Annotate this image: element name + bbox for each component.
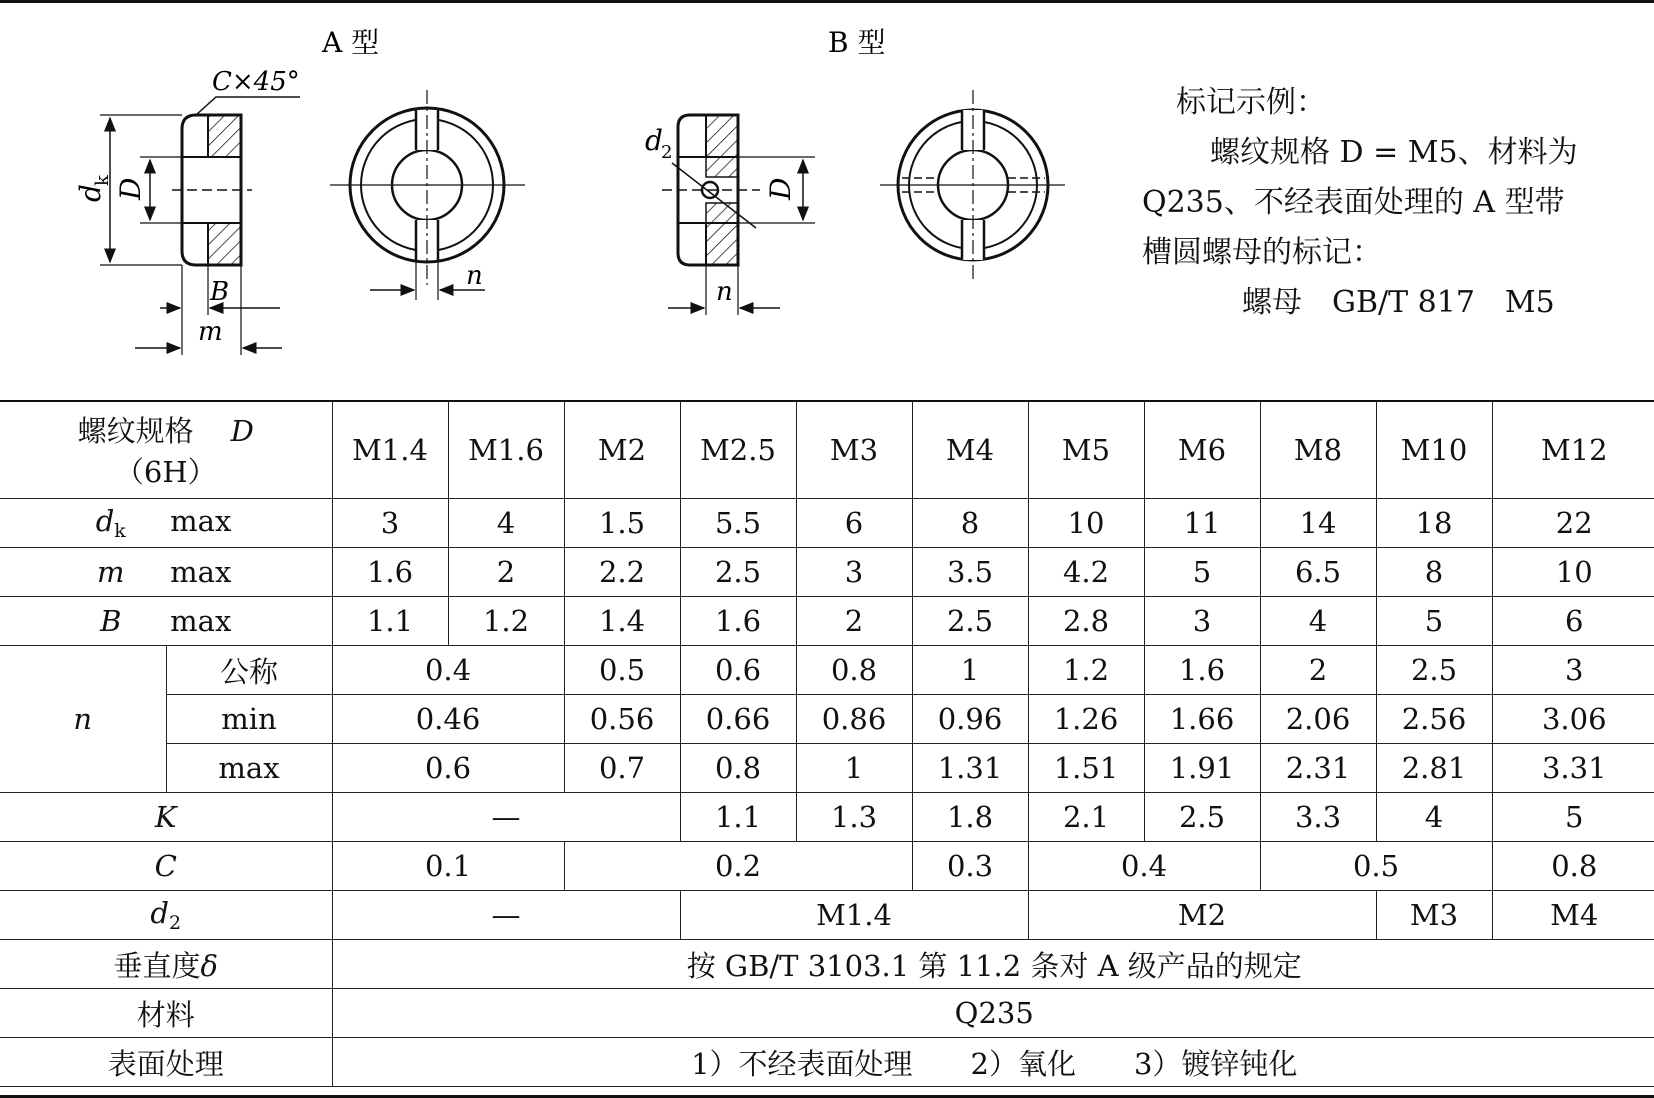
value-cell: 0.86 (796, 695, 912, 744)
value-cell: M4 (1492, 891, 1654, 940)
value-cell: Q235 (332, 989, 1654, 1038)
row-label-perpendicularity: 垂直度δ (0, 940, 332, 989)
table-row-d2 (0, 891, 1654, 940)
table-row-m (0, 548, 1654, 597)
value-cell: 1.5 (564, 499, 680, 548)
value-cell: 1.6 (332, 548, 448, 597)
value-cell: 18 (1376, 499, 1492, 548)
value-cell: 1.6 (680, 597, 796, 646)
row-label-surface: 表面处理 (0, 1038, 332, 1087)
table-row-surface (0, 1038, 1654, 1087)
row-label-n: n (0, 646, 166, 793)
type-b-side-view (662, 115, 815, 315)
value-cell: 2.5 (1376, 646, 1492, 695)
value-cell: 4 (1260, 597, 1376, 646)
value-cell: 0.56 (564, 695, 680, 744)
value-cell: 1.1 (332, 597, 448, 646)
value-cell: M3 (1376, 891, 1492, 940)
svg-text:2: 2 (661, 142, 673, 163)
value-cell: 1.31 (912, 744, 1028, 793)
marking-line-1: 螺纹规格 D = M5、材料为 (1210, 135, 1578, 170)
value-cell: 3.06 (1492, 695, 1654, 744)
dim-D-label-b (764, 178, 797, 201)
row-label-K: K (0, 793, 332, 842)
size-cell: M1.6 (448, 401, 564, 499)
type-a-top-view (330, 90, 525, 300)
value-cell: 2.5 (680, 548, 796, 597)
dim-B-label: B (210, 277, 230, 307)
value-cell: 1.8 (912, 793, 1028, 842)
value-cell: 0.6 (332, 744, 564, 793)
value-cell: 3 (1492, 646, 1654, 695)
value-cell: 0.4 (332, 646, 564, 695)
size-cell: M6 (1144, 401, 1260, 499)
value-cell: 0.5 (1260, 842, 1492, 891)
value-cell: 2.06 (1260, 695, 1376, 744)
svg-text:k: k (92, 175, 113, 186)
row-label-m: m max (0, 548, 332, 597)
value-cell: 8 (1376, 548, 1492, 597)
value-cell: 5 (1492, 793, 1654, 842)
size-cell: M8 (1260, 401, 1376, 499)
value-cell: 0.46 (332, 695, 564, 744)
value-cell: M1.4 (680, 891, 1028, 940)
svg-text:d: d (74, 184, 107, 202)
marking-line-2: Q235、不经表面处理的 A 型带 (1142, 185, 1565, 220)
value-cell: 6.5 (1260, 548, 1376, 597)
dim-n-label-b: n (716, 277, 733, 307)
value-cell: 0.66 (680, 695, 796, 744)
value-cell: 0.4 (1028, 842, 1260, 891)
value-cell: 0.8 (1492, 842, 1654, 891)
svg-text:d: d (645, 124, 663, 157)
value-cell: 2.2 (564, 548, 680, 597)
svg-text:D: D (764, 177, 797, 200)
value-cell: — (332, 891, 680, 940)
table-row-material (0, 989, 1654, 1038)
value-cell: 8 (912, 499, 1028, 548)
table-row-size (0, 401, 1654, 499)
size-cell: M2.5 (680, 401, 796, 499)
table-row-perpendicularity (0, 940, 1654, 989)
value-cell: 2 (1260, 646, 1376, 695)
value-cell: 1.3 (796, 793, 912, 842)
size-cell: M2 (564, 401, 680, 499)
value-cell: 4.2 (1028, 548, 1144, 597)
type-a-label: A 型 (322, 26, 380, 59)
value-cell: 5 (1144, 548, 1260, 597)
type-b-label: B 型 (828, 26, 886, 59)
value-cell: — (332, 793, 680, 842)
value-cell: 1.2 (1028, 646, 1144, 695)
value-cell: 3 (1144, 597, 1260, 646)
size-cell: M3 (796, 401, 912, 499)
marking-line-3: 槽圆螺母的标记： (1142, 235, 1382, 270)
value-cell: 6 (1492, 597, 1654, 646)
table-row-dk (0, 499, 1654, 548)
svg-text:D: D (114, 177, 147, 200)
value-cell: 0.6 (680, 646, 796, 695)
size-cell: M1.4 (332, 401, 448, 499)
value-cell: 3 (332, 499, 448, 548)
value-cell: 2 (448, 548, 564, 597)
marking-designation: 螺母 GB/T 817 M5 (1242, 285, 1555, 320)
size-cell: M10 (1376, 401, 1492, 499)
value-cell: 22 (1492, 499, 1654, 548)
value-cell: 1.26 (1028, 695, 1144, 744)
table-row-B (0, 597, 1654, 646)
row-label-d2: $d_2$ (0, 891, 332, 940)
dim-d2-label (645, 124, 672, 163)
value-cell: 0.8 (796, 646, 912, 695)
table-row-n-nominal (0, 646, 1654, 695)
value-cell: 2.5 (1144, 793, 1260, 842)
value-cell: 1.1 (680, 793, 796, 842)
value-cell: 5.5 (680, 499, 796, 548)
value-cell: 2.8 (1028, 597, 1144, 646)
value-cell: 2.56 (1376, 695, 1492, 744)
value-cell: 0.8 (680, 744, 796, 793)
value-cell: 6 (796, 499, 912, 548)
value-cell: 2.1 (1028, 793, 1144, 842)
table-row-n-max (0, 744, 1654, 793)
value-cell: 0.7 (564, 744, 680, 793)
size-cell: M5 (1028, 401, 1144, 499)
chamfer-label: C×45° (212, 67, 300, 97)
value-cell: 0.5 (564, 646, 680, 695)
value-cell: 0.1 (332, 842, 564, 891)
value-cell: 0.3 (912, 842, 1028, 891)
value-cell: 2.81 (1376, 744, 1492, 793)
value-cell: 10 (1492, 548, 1654, 597)
table-row-n-min (0, 695, 1654, 744)
value-cell: 1.4 (564, 597, 680, 646)
value-cell: 4 (448, 499, 564, 548)
value-cell: 3.31 (1492, 744, 1654, 793)
value-cell: 2 (796, 597, 912, 646)
value-cell: 3.3 (1260, 793, 1376, 842)
value-cell: 1 (912, 646, 1028, 695)
value-cell: 10 (1028, 499, 1144, 548)
value-cell: 3 (796, 548, 912, 597)
value-cell: 14 (1260, 499, 1376, 548)
row-label-C: C (0, 842, 332, 891)
value-cell: 2.5 (912, 597, 1028, 646)
row-label-dk: $d_k$ max (0, 499, 332, 548)
value-cell: 1.51 (1028, 744, 1144, 793)
dim-dk-label (74, 174, 113, 202)
row-sublabel-nominal: 公称 (166, 646, 332, 695)
value-cell: 按 GB/T 3103.1 第 11.2 条对 A 级产品的规定 (332, 940, 1654, 989)
row-sublabel-max: max (166, 744, 332, 793)
value-cell: 1.66 (1144, 695, 1260, 744)
value-cell: 5 (1376, 597, 1492, 646)
table-row-K (0, 793, 1654, 842)
value-cell: 11 (1144, 499, 1260, 548)
value-cell: 1.91 (1144, 744, 1260, 793)
dim-m-label: m (198, 317, 223, 347)
marking-title: 标记示例： (1176, 85, 1326, 120)
value-cell: 1.6 (1144, 646, 1260, 695)
value-cell: 1.2 (448, 597, 564, 646)
row-label-B: B max (0, 597, 332, 646)
dimension-table (0, 400, 1654, 1087)
dim-D-label-a (114, 178, 147, 201)
header-cell: 螺纹规格 D （6H） (0, 401, 332, 499)
value-cell: 0.2 (564, 842, 912, 891)
value-cell: 3.5 (912, 548, 1028, 597)
value-cell: 2.31 (1260, 744, 1376, 793)
row-label-material: 材料 (0, 989, 332, 1038)
type-b-top-view (880, 90, 1065, 280)
size-cell: M12 (1492, 401, 1654, 499)
marking-example (1142, 78, 1646, 328)
dim-n-label-a: n (466, 261, 483, 291)
value-cell: 4 (1376, 793, 1492, 842)
value-cell: 1 (796, 744, 912, 793)
row-sublabel-min: min (166, 695, 332, 744)
value-cell: 0.96 (912, 695, 1028, 744)
value-cell: 1）不经表面处理 2）氧化 3）镀锌钝化 (332, 1038, 1654, 1087)
size-cell: M4 (912, 401, 1028, 499)
table-row-C (0, 842, 1654, 891)
value-cell: M2 (1028, 891, 1376, 940)
